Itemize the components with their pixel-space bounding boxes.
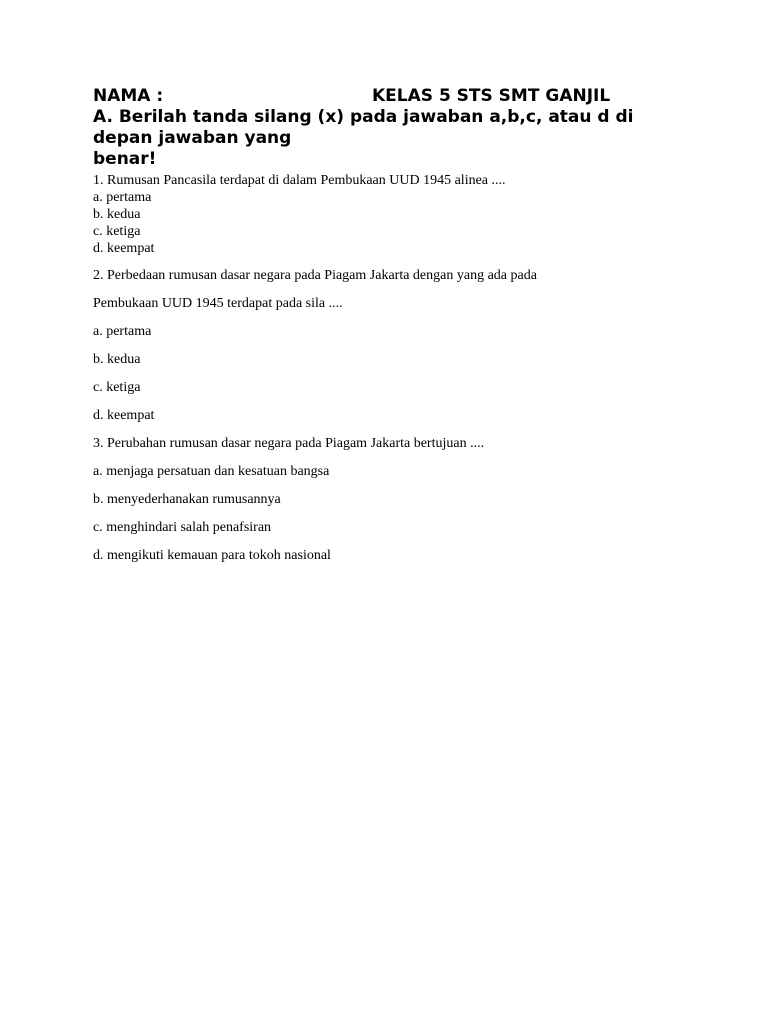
option-a: a. pertama [93,324,152,339]
option-b: b. kedua [93,207,141,222]
option-c: c. ketiga [93,224,141,239]
nama-label: NAMA : [93,86,164,106]
option-a: a. pertama [93,190,152,205]
option-c: c. ketiga [93,380,141,395]
question-text: 3. Perubahan rumusan dasar negara pada Piagam Jakarta bertujuan .... [93,436,485,451]
option-a: a. menjaga persatuan dan kesatuan bangsa [93,464,330,479]
option-d: d. keempat [93,241,155,256]
option-b: b. menyederhanakan rumusannya [93,492,281,507]
question-text: Pembukaan UUD 1945 terdapat pada sila .... [93,296,343,311]
instruction-line: depan jawaban yang [93,128,292,148]
header-row [93,86,693,107]
question-1 [93,172,693,257]
question-text: 2. Perbedaan rumusan dasar negara pada Piagam Jakarta dengan yang ada pada [93,268,537,283]
instruction-line: benar! [93,149,157,169]
option-d: d. keempat [93,408,155,423]
instruction-line: A. Berilah tanda silang (x) pada jawaban a,b,c, atau d di [93,107,634,127]
question-text: 1. Rumusan Pancasila terdapat di dalam Pembukaan UUD 1945 alinea .... [93,173,506,188]
kelas-label: KELAS 5 STS SMT GANJIL [372,86,611,106]
worksheet [93,86,693,570]
question-2 [93,262,693,430]
instruction [93,107,693,170]
option-c: c. menghindari salah penafsiran [93,520,272,535]
question-3 [93,430,693,570]
option-b: b. kedua [93,352,141,367]
option-d: d. mengikuti kemauan para tokoh nasional [93,548,331,563]
